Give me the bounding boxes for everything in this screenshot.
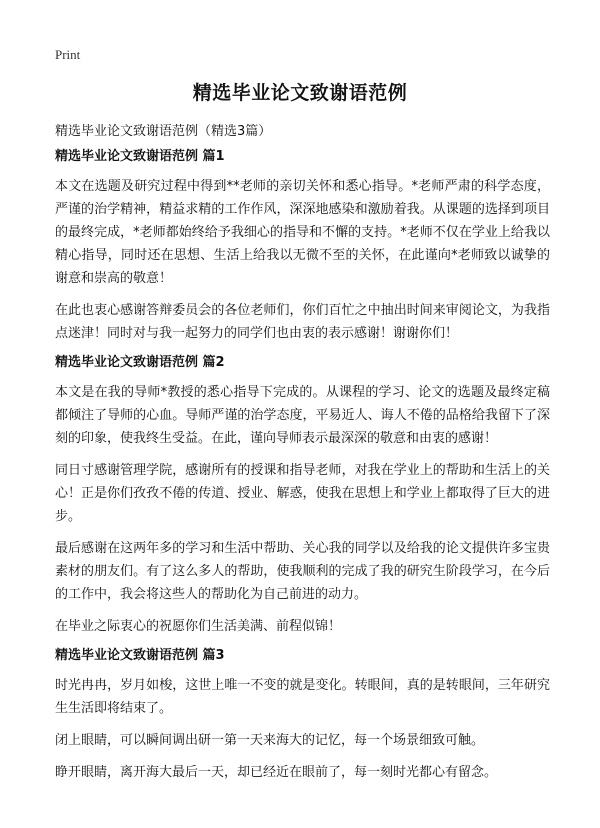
section-3 [55, 647, 550, 784]
section-1 [55, 148, 550, 345]
paragraph: 闭上眼睛，可以瞬间调出研一第一天来海大的记忆，每一个场景细致可触。 [55, 733, 485, 748]
document-body [55, 148, 550, 793]
paragraph: 时光冉冉，岁月如梭，这世上唯一不变的就是变化。转眼间，真的是转眼间，三年研究生生活即将结束了。 [55, 678, 550, 716]
section-heading: 精选毕业论文致谢语范例 篇2 [55, 355, 225, 370]
paragraph: 睁开眼睛，离开海大最后一天，却已经近在眼前了，每一刻时光都心有留念。 [55, 765, 498, 780]
paragraph: 本文是在我的导师*教授的悉心指导下完成的。从课程的学习、论文的选题及最终定稿都倾注了导师的心血。导师严谨的治学态度，平易近人、诲人不倦的品格给我留下了深刻的印象，使我终生受益。在此，谨向导师表示最深深的敬意和由衷的感谢！ [55, 385, 550, 446]
paragraph: 在此也衷心感谢答辩委员会的各位老师们，你们百忙之中抽出时间来审阅论文，为我指点迷津！同时对与我一起努力的同学们也由衷的表示感谢！谢谢你们！ [55, 303, 550, 341]
document-title: 精选毕业论文致谢语范例 [192, 82, 408, 104]
section-2 [55, 354, 550, 638]
paragraph: 同日寸感谢管理学院，感谢所有的授课和指导老师，对我在学业上的帮助和生活上的关心！正是你们孜孜不倦的传道、授业、解惑，使我在思想上和学业上都取得了巨大的进步。 [55, 463, 550, 524]
print-link[interactable]: Print [55, 47, 81, 62]
paragraph: 最后感谢在这两年多的学习和生活中帮助、关心我的同学以及给我的论文提供许多宝贵素材的朋友们。有了这么多人的帮助，使我顺利的完成了我的研究生阶段学习，在今后的工作中，我会将这些人的帮助化为自己前进的动力。 [55, 541, 550, 602]
section-heading: 精选毕业论文致谢语范例 篇1 [55, 149, 225, 164]
paragraph: 在毕业之际衷心的祝愿你们生活美满、前程似锦！ [55, 619, 342, 634]
paragraph: 本文在选题及研究过程中得到**老师的亲切关怀和悉心指导。*老师严肃的科学态度，严谨的治学精神，精益求精的工作作风，深深地感染和激励着我。从课题的选择到项目的最终完成，*老师都始终给予我细心的指导和不懈的支持。*老师不仅在学业上给我以精心指导，同时还在思想、生活上给我以无微不至的关怀，在此谨向*老师致以诚挚的谢意和崇高的敬意！ [55, 179, 550, 286]
section-heading: 精选毕业论文致谢语范例 篇3 [55, 648, 225, 663]
document-subtitle: 精选毕业论文致谢语范例（精选3篇） [55, 124, 272, 139]
